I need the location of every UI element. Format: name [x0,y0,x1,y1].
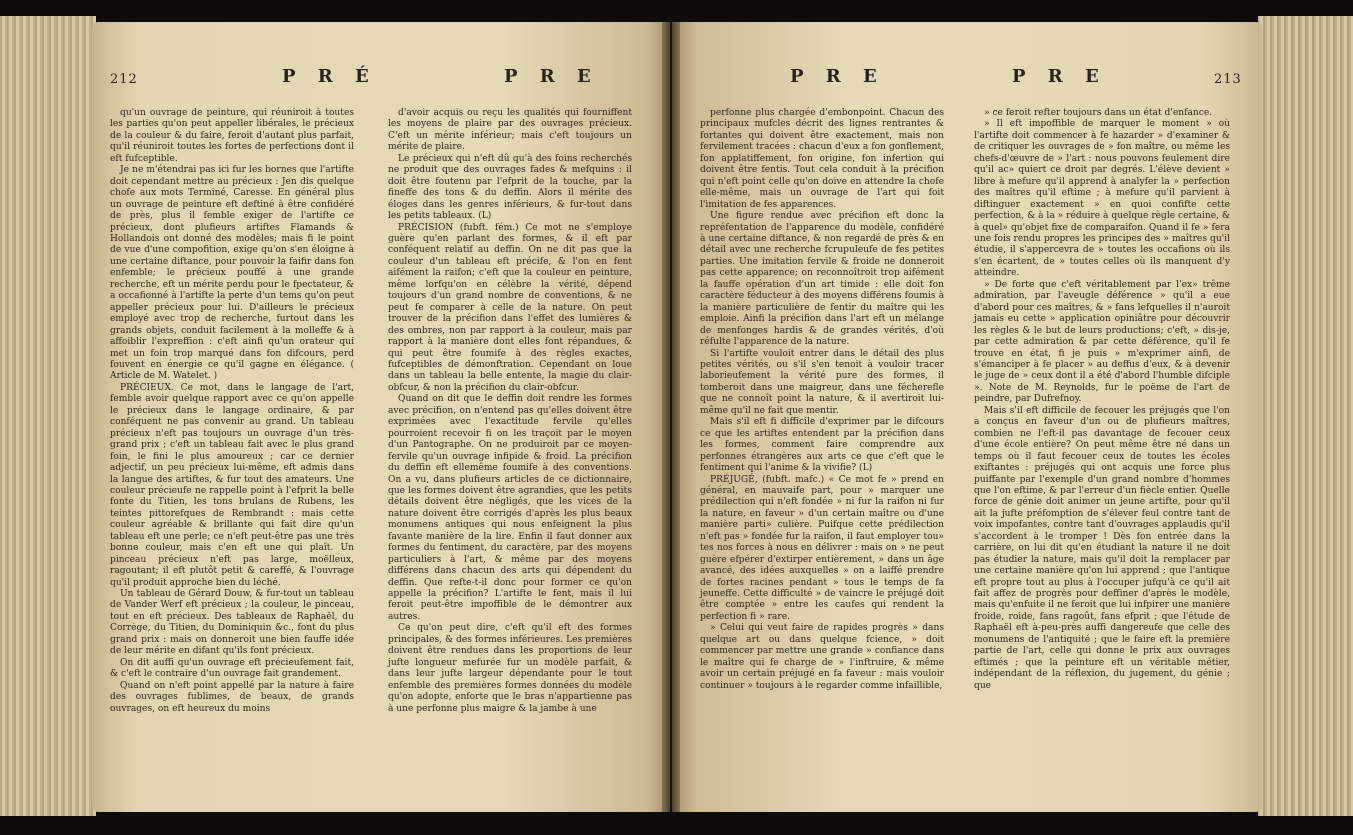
paragraph: Le précieux qui n'eft dû qu'à des foins recherchés ne produit que des ouvrages fades & mefquins : il doit être foutenu par l'efprit de la touche, par la fineffe des tons & du deffin. Alors il mérite des éloges dans les genres inférieurs, & fur-tout dans les petits tableaux. (L) [388,153,632,222]
left-page-number: 212 [110,72,138,87]
book-gutter [662,22,680,812]
paragraph: perfonne plus chargée d'embonpoint. Chacun des principaux mufcles décrit des lignes rentrantes & fortantes qui doivent être exactement, mais non fervilement tracées : chacun d'eux a fon gonflement, fon applatiffement, fon origine, fon infertion qui doivent être fentis. Tout cela conduit à la précifion qui n'eft point celle qu'on doive en attendre la chofe elle-même, mais un ouvrage de l'art qui foit l'imitation de fes apparences. [700,108,944,210]
paragraph: Quand on dit que le deffin doit rendre les formes avec précifion, on n'entend pas qu'elles doivent être exprimées avec l'exactitude fervile qu'elles pourroient recevoir fi on les traçoit par le moyen d'un Pantographe. On ne produiroit par ce moyen-fervile qu'un ouvrage infipide & froid. La précifion du deffin eft ellemême foumife à des conventions. On a vu, dans plufieurs articles de ce dictionnaire, que les formes doivent être agrandies, que les petits détails doivent être négligés, que les vices de la nature doivent être corrigés d'après les plus beaux monumens antiques qui nous enfeignent la plus favante manière de la lire. Enfin il faut donner aux formes du fentiment, du caractère, par des moyens particuliers à l'art, & même par des moyens différens dans chacun des arts qui dépendent du deffin. Que refte-t-il donc pour former ce qu'on appelle la précifion? L'artifte le fent, mais il lui feroit peut-être impoffible de le démontrer aux autres. [388,394,632,622]
paragraph: » Celui qui veut faire de rapides progrès » dans quelque art ou dans quelque fcience, » doit commencer par mettre une grande » confiance dans le maître qui fe charge de » l'inftruire, & même avoir un certain préjugé en fa faveur : mais vouloir continuer » toujours à le regarder comme infaillible, [700,623,944,691]
paragraph: Ce qu'on peut dire, c'eft qu'il eft des formes principales, & des formes inférieures. Les premières doivent être rendues dans les proportions de leur jufte longueur mefurée fur un modèle parfait, & dans leur jufte largeur dépendante pour le tout enfemble des premières formes données du modèle qu'on adopte, enforte que le bras n'appartienne pas à une perfonne plus maigre & la jambe à une [388,623,632,714]
paragraph: Un tableau de Gérard Douw, & fur-tout un tableau de Vander Werf eft précieux ; la couleur, le pinceau, tout en eft précieux. Des tableaux de Raphaël, du Corrège, du Titien, du Dominiquin &c., font du plus grand prix : mais on donneroit une bien fauffe idée de leur mérite en difant qu'ils font précieux. [110,589,354,657]
paragraph: On dit auffi qu'un ouvrage eft précieufement fait, & c'eft le contraire d'un ouvrage fait grandement. [110,657,354,680]
left-head-word-2: P R E [504,66,599,87]
paragraph: Mais s'il eft difficile de fecouer les préjugés que l'on a conçus en faveur d'un ou de plufieurs maîtres, combien ne l'eft-il pas davantage de fecouer ceux d'une école entière? On peut même être né dans un temps où il faut fecouer ceux de toutes les écoles exiftantes : préjugés qui ont acquis une force plus puiffante par l'exemple d'un grand nombre d'hommes que l'on eftime, & par l'erreur d'un fiècle entier. Quelle force de génie doit animer un jeune artifte, pour qu'il ait la jufte préfomption de s'élever feul contre tant de voix impofantes, contre tant d'ouvrages applaudis qu'il s'accordent à le tromper ! Dès fon entrée dans la carrière, on lui dit qu'en étudiant la nature il ne doit pas étudier la nature, mais qu'il doit la remplacer par une certaine manière qu'on lui apprend ; que l'antique eft propre tout au plus à l'occuper jufqu'à ce qu'il ait fait affez de progrès pour deffiner d'après le modèle, mais qu'enfuite il ne feroit que lui infpirer une manière froide, roide, fans ragoût, fans efprit ; que l'étude de Raphaël eft à-peu-près auffi dangereufe que celle des monumens de l'antiquité ; que le faire eft la première partie de l'art, celle qui donne le prix aux ouvrages eftimés ; que la peinture eft un véritable métier, indépendant de la réflexion, du jugement, du génie ; que [974,405,1230,691]
paragraph: Si l'artifte vouloit entrer dans le détail des plus petites vérités, ou s'il s'en tenoit à vouloir tracer laborieufement la vérité pure des formes, il tomberoit dans une maigreur, dans une fécherefle que ne connoît point la nature, & il avertiroit lui-même qu'il ne fait que mentir. [700,348,944,416]
right-column-2 [974,108,1230,692]
right-page-edges [1258,16,1353,816]
left-running-head [92,66,670,92]
left-head-word-1: P R É [282,66,377,87]
left-column-2 [388,108,632,715]
paragraph: » Il eft impoffible de marquer le moment » où l'artifte doit commencer à fe hazarder » d'examiner & de critiquer les ouvrages de » fon maître, ou même les chefs-d'œuvre de » l'art : nous pouvons feulement dire qu'il ac» quiert ce droit par degrés. L'élève devient » libre à mefure qu'il apprend à analyfer la » perfection des maîtres qu'il eftime ; à mefure qu'il parvient à diftinguer exactement » en quoi confifte cette perfection, & à la » réduire à quelque règle certaine, & à quel» qu'objet fixe de comparaifon. Quand il fe » fera une fois rendu propres les principes des » maîtres qu'il étudie, il s'appercevra de » toutes les occafions où ils s'en écartent, de » toutes celles où ils manquent d'y atteindre. [974,119,1230,279]
paragraph: » ce feroit refter toujours dans un état d'enfance. [984,108,1213,118]
paragraph: Une figure rendue avec précifion eft donc la repréfentation de l'apparence du modèle, confidéré à une certaine diftance, & non regardé de près & en détail avec une recherche fcrupuleufe de fes petites parties. Une imitation fervile & froide ne donneroit pas cette apparence; on reconnoîtroit trop aifément la fauffe opération d'un art timide : elle doit fon caractère féducteur à des moyens différens foumis à la manière particulière de fentir du maître qui les emploie. Ainfi la précifion dans l'art eft un mélange de menfonges hardis & de grandes vérités, d'où réfulte l'apparence de la nature. [700,211,944,348]
left-page-edges [0,16,96,816]
left-column-1 [110,108,354,715]
right-running-head [672,66,1262,92]
paragraph: PRÉCISION (fubft. fém.) Ce mot ne s'employe guère qu'en parlant des formes, & il eft par conféquent relatif au deffin. On ne dit pas que la couleur d'un tableau eft précife, & l'on en fent aifément la raifon; c'eft que la couleur en peinture, même lorfqu'on en célèbre la vérité, dépend toujours d'un grand nombre de conventions, & ne peut fe comparer à celle de la nature. On peut trouver de la précifion dans l'effet des lumières & des ombres, non par rapport à la couleur, mais par rapport à la manière dont elles font répandues, & qui peut être foumife à des règles exactes, fufceptibles de démonftration. Cependant on loue dans un tableau la belle entente, la magie du clair-obfcur, & non la précifion du clair-obfcur. [388,222,632,393]
right-page [672,22,1262,812]
paragraph: PRÉCIEUX. Ce mot, dans le langage de l'art, femble avoir quelque rapport avec ce qu'on appelle le précieux dans le langage ordinaire, & par conféquent ne pas convenir au grand. Un tableau précieux n'eft pas toujours un ouvrage d'un très-grand prix ; c'eft un tableau fait avec le plus grand foin, le fini le plus amoureux ; car ce dernier adjectif, un peu précieux lui-même, eft admis dans la langue des artiftes, & fur tout des amateurs. Une couleur précieufe ne rappelle point à l'efprit la belle fonte du Titien, les tons brulans de Rubens, les teintes pittorefques de Rembrandt : mais cette couleur agréable & brillante qui fait dire qu'un tableau eft une perle; ce n'eft peut-être pas une très bonne couleur, mais c'en eft une qui plaît. Un pinceau précieux n'eft pas large, moëlleux, ragoutant; il eft plutôt petit & careffé, & l'ouvrage qu'il produit approche bien du léché. [110,382,354,588]
paragraph: Je ne m'étendrai pas ici fur les bornes que l'artifte doit cependant mettre au précieux : Jen dis quelque chofe aux mots Terminé, Caresse. En général plus un ouvrage de peinture eft deftiné à être confidéré de près, plus il femble exiger de l'artifte ce précieux, dont plufieurs artiftes Flamands & Hollandois ont donné des modèles; mais fi le point de vue d'une compofition, exige qu'on s'en éloigne à une certaine diftance, pour pouvoir la faifir dans fon enfemble; le précieux pouffé à une grande recherche, eft un mérite perdu pour le fpectateur, & a occafionné à l'artifte la perte d'un tems qu'on peut appeller précieux pour lui. D'ailleurs le précieux employé avec trop de recherche, furtout dans les grands objets, conduit facilement à la molleffe & à affoiblir l'expreffion : c'eft ainfi qu'un orateur qui met un foin trop marqué dans fon difcours, perd fouvent en énergie ce qu'il gagne en élégance. ( Article de M. Watelet. ) [110,165,354,382]
paragraph: » De forte que c'eft véritablement par l'ex» trême admiration, par l'aveugle déférence » qu'il a eue d'abord pour ces maîtres, & » fans lefquelles il n'auroit jamais eu cette » application opiniâtre pour découvrir les règles & le but de leurs productions; c'eft, » dis-je, par cette admiration & par cette déférence, qu'il fe trouve en état, fi je puis » m'exprimer ainfi, de s'émanciper à fe placer » au deffus d'eux, & à devenir le juge de » ceux dont il a été d'abord l'humble difciple ». Note de M. Reynolds, fur le poëme de l'art de peindre, par Dufrefnoy. [974,279,1230,405]
left-page [92,22,670,812]
right-head-word-1: P R E [790,66,885,87]
paragraph: Mais s'il eft fi difficile d'exprimer par le difcours ce que les artiftes entendent par la précifion dans les formes, comment faire comprendre aux perfonnes étrangères aux arts ce que c'eft que le fentiment qui l'anime & la vivifie? (L) [700,417,944,474]
paragraph: d'avoir acquis ou reçu les qualités qui fourniffent les moyens de plaire par des ouvrages précieux. C'eft un mérite inférieur; mais c'eft toujours un mérite de plaire. [388,108,632,153]
paragraph: qu'un ouvrage de peinture, qui réuniroit à toutes les parties qu'on peut appeller libérales, le précieux de la couleur & du faire, feroit d'autant plus parfait, qu'il réuniroit toutes les fortes de perfections dont il eft fufceptible. [110,108,354,164]
right-head-word-2: P R E [1012,66,1107,87]
paragraph: Quand on n'eft point appellé par la nature à faire des ouvrages fublimes, de beaux, de grands ouvrages, on eft heureux du moins [110,680,354,714]
paragraph: PRÉJUGÉ, (fubft. mafc.) « Ce mot fe » prend en général, en mauvaife part, pour » marquer une prédilection qui n'eft fondée » ni fur la raifon ni fur la nature, en faveur » d'un certain maître ou d'une manière parti» culière. Puifque cette prédilection n'eft pas » fondée fur la raifon, il faut employer tou» tes nos forces à nous en délivrer : mais on » ne peut guère efpérer d'extirper entièrement, » dans un âge avancé, des idées auxquelles » on a laiffé prendre de fortes racines pendant » tous le temps de fa jeuneffe. Cette difficulté » de vaincre le préjugé doit être comptée » entre les caufes qui rendent la perfection fi » rare. [700,474,944,622]
right-page-number: 213 [1214,72,1242,87]
right-column-1 [700,108,944,692]
